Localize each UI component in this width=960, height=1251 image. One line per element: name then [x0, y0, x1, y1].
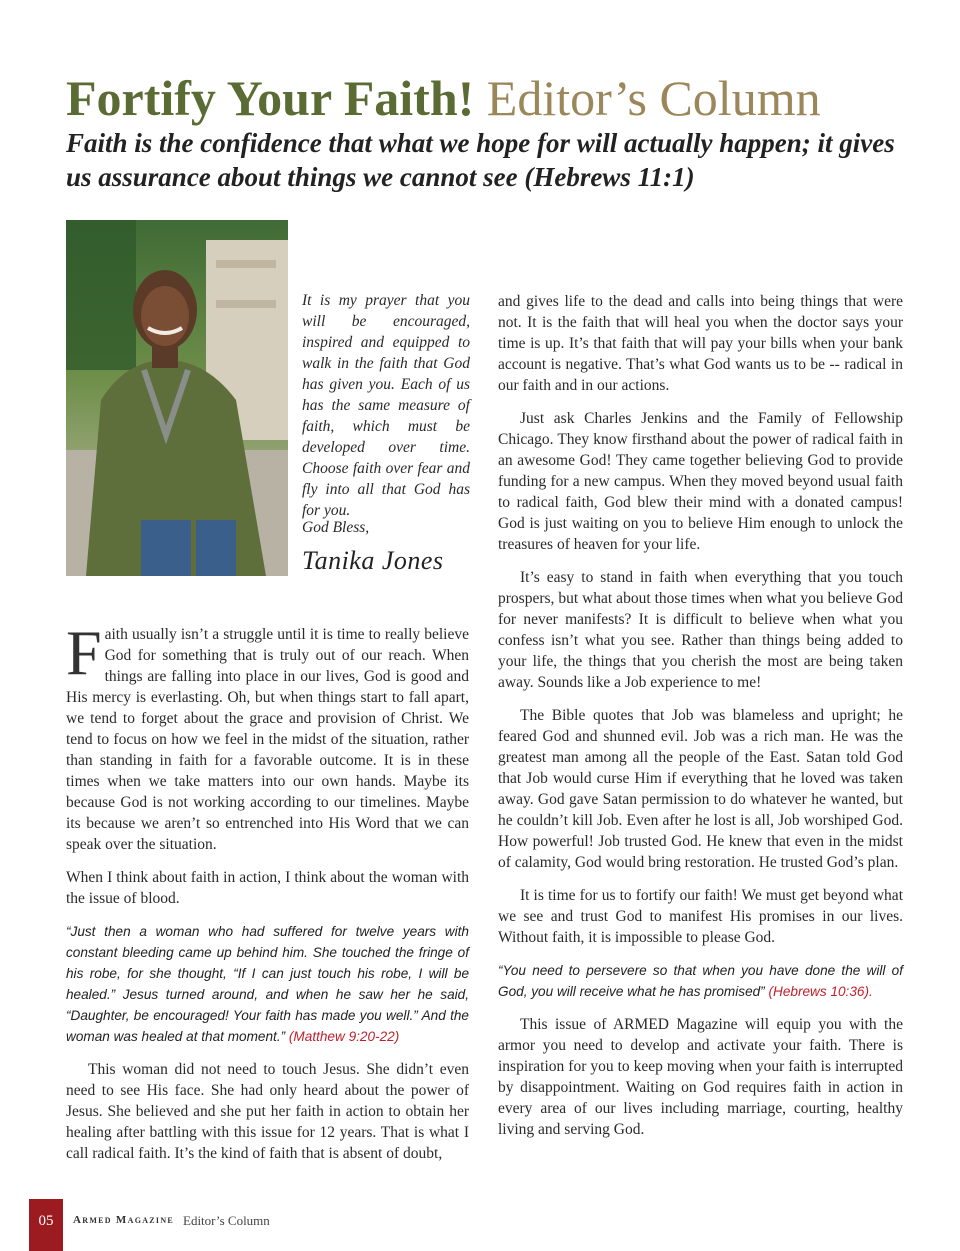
article-paragraph: This woman did not need to touch Jesus. She didn’t even need to see His face. She had only heard about the power of Jesus. She believed and she put her faith in action to obtain her healing after battling with this issue for 12 years. That is what I call radical faith. It’s the kind of faith that is absent of doubt,	[66, 1061, 469, 1162]
page-number: 05	[38, 1213, 54, 1229]
title-main: Fortify Your Faith!	[66, 70, 475, 126]
closing: God Bless,	[302, 519, 370, 536]
article-column-left	[66, 594, 469, 1176]
page-subtitle: Faith is the confidence that what we hope for will actually happen; it gives us assurance about things we cannot see (Hebrews 11:1)	[66, 128, 895, 192]
magazine-name: Armed Magazine	[73, 1214, 175, 1226]
scripture-reference: (Matthew 9:20-22)	[288, 1029, 400, 1044]
quote-text: “You need to persevere so that when you have done the will of God, you will receive what he has promised”	[498, 963, 903, 999]
scripture-quote	[66, 921, 469, 1047]
scripture-reference: (Hebrews 10:36).	[768, 984, 873, 999]
editor-prayer: It is my prayer that you will be encouraged, inspired and equipped to walk in the faith that God has given you. Each of us has the same measure of faith, which must be developed over time. Choose faith over fear and fly into all that God has for you.	[302, 292, 470, 519]
article-paragraph: It is time for us to fortify our faith! We must get beyond what we see and trust God to manifest His promises in our lives. Without faith, it is impossible to please God.	[498, 887, 903, 946]
article-paragraph: When I think about faith in action, I think about the woman with the issue of blood.	[66, 869, 469, 907]
editor-photo	[66, 220, 288, 576]
article-paragraph: It’s easy to stand in faith when everything that you touch prospers, but what about those times when what you believe God for never manifests? It is difficult to believe when what you confess isn’t what you see. Rather than things being added to your life, the things that you cherish the most are being taken away. Sounds like a Job experience to me!	[498, 569, 903, 691]
article-paragraph: The Bible quotes that Job was blameless and upright; he feared God and shunned evil. Job was a rich man. He was the greatest man among all the people of the East. Satan told God that Job would curse Him if everything that he loved was taken away. God gave Satan permission to do whatever he wanted, but he couldn’t kill Job. Even after he lost is all, Job worshiped God. How powerful! Job trusted God. He knew that even in the midst of calamity, God would bring restoration. He trusted God’s plan.	[498, 707, 903, 871]
drop-cap: F	[66, 617, 102, 688]
article-paragraph: and gives life to the dead and calls into being things that were not. It is the faith that will heal you when the doctor says your time is up. It’s that faith that will pay your bills when your bank account is negative. That’s what God wants us to be -- radical in our faith and in our actions.	[498, 293, 903, 394]
page-title	[66, 68, 821, 128]
editor-signature: Tanika Jones	[302, 546, 444, 575]
article-paragraph	[66, 594, 469, 855]
scripture-quote	[498, 960, 903, 1002]
title-section: Editor’s Column	[486, 70, 821, 126]
article-paragraph: This issue of ARMED Magazine will equip you with the armor you need to develop and activate your faith. There is inspiration for you to keep moving when your faith is interrupted by disappointment. Waiting on God requires faith in action in every area of our lives including marriage, courting, healthy living and serving God.	[498, 1016, 903, 1138]
article-column-right	[498, 291, 903, 1152]
quote-text: “Just then a woman who had suffered for twelve years with constant bleeding came up behind him. She touched the fringe of his robe, for she thought, “If I can just touch his robe, I will be healed.” Jesus turned around, and when he saw her he said, “Daughter, be encouraged! Your faith has made you well.” And the woman was healed at that moment.”	[66, 924, 469, 1044]
footer-section: Editor’s Column	[183, 1213, 270, 1228]
paragraph-text: aith usually isn’t a struggle until it is time to really believe God for something that is truly out of our reach. When things are falling into place in our lives, God is good and His mercy is everlasting. Oh, but when things start to fall apart, we tend to forget about the grace and provision of Christ. We tend to focus on how we feel in the midst of the situation, rather than standing in faith for a favorable outcome. It is in these times when we take matters into our own hands. Maybe its because God is not working according to our timelines. Maybe its because we aren’t so entrenched into His Word that we can speak over the situation.	[66, 626, 469, 853]
article-paragraph: Just ask Charles Jenkins and the Family of Fellowship Chicago. They know firsthand about the power of radical faith in an awesome God! They came together believing God to provide funding for a new campus. When they moved beyond usual faith to radical faith, God blew their mind with a donated campus! God is just waiting on you to believe Him enough to unlock the treasures of heaven for your life.	[498, 410, 903, 553]
